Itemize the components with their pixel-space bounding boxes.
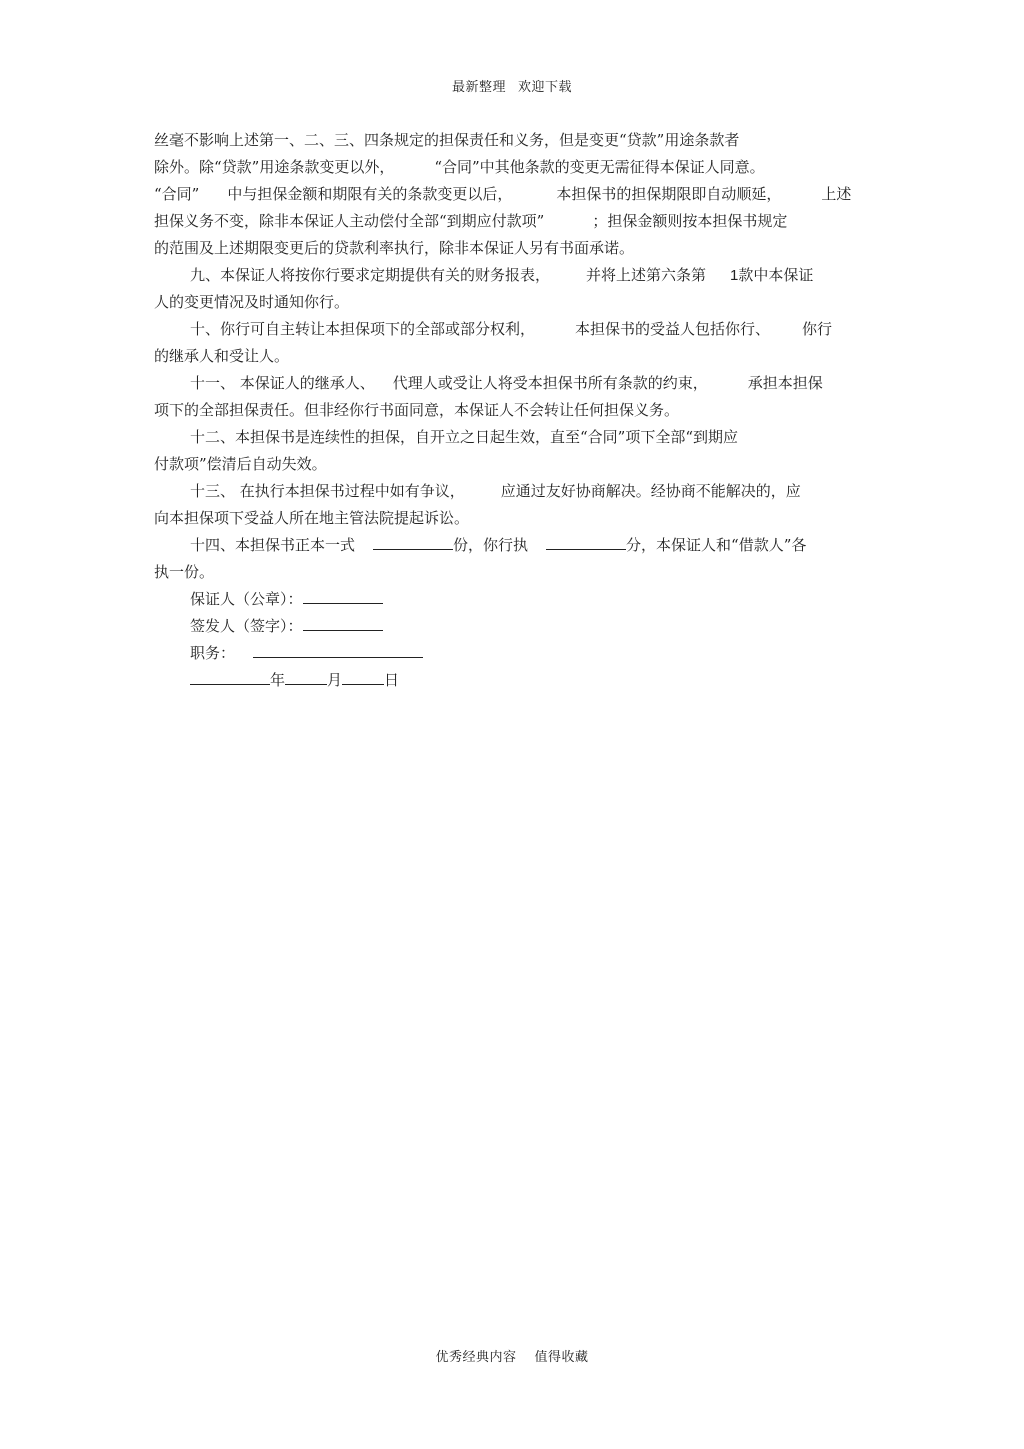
paragraph-line	[154, 289, 870, 316]
text-l13: 付款项”偿清后自动失效。	[154, 455, 327, 473]
day-label: 日	[384, 672, 400, 689]
page-header	[0, 76, 1024, 95]
text-l4b: ；担保金额则按本担保书规定	[592, 212, 788, 230]
paragraph-line	[154, 532, 870, 559]
year-label: 年	[270, 672, 286, 689]
position-blank[interactable]	[253, 640, 423, 658]
text-l10a: 十一、 本保证人的继承人、	[190, 374, 375, 392]
copies-total-blank[interactable]	[373, 532, 453, 550]
text-l2a: 除外。除“贷款”用途条款变更以外，	[154, 158, 395, 176]
text-l14b: 应通过友好协商解决。经协商不能解决的，应	[500, 482, 801, 500]
text-l3c: 本担保书的担保期限即自动顺延，	[556, 185, 782, 203]
paragraph-line	[154, 397, 870, 424]
footer-right-text: 值得收藏	[534, 1350, 589, 1365]
text-l15: 向本担保项下受益人所在地主管法院提起诉讼。	[154, 509, 470, 527]
paragraph-line	[154, 343, 870, 370]
paragraph-line	[154, 505, 870, 532]
text-l6d: 款中本保证	[738, 266, 814, 284]
date-line	[154, 667, 870, 694]
signer-line	[154, 613, 870, 640]
paragraph-line	[154, 181, 870, 208]
signer-label: 签发人（签字）：	[190, 618, 303, 635]
text-l10b: 代理人或受让人将受本担保书所有条款的约束，	[392, 374, 708, 392]
text-l8c: 你行	[802, 320, 833, 338]
text-l14a: 十三、 在执行本担保书过程中如有争议，	[190, 482, 465, 500]
text-l6a: 九、本保证人将按你行要求定期提供有关的财务报表，	[190, 266, 551, 284]
text-l17: 执一份。	[154, 563, 215, 581]
text-l7: 人的变更情况及时通知你行。	[154, 293, 350, 311]
signer-blank[interactable]	[303, 613, 383, 631]
text-l10c: 承担本担保	[747, 374, 823, 392]
copies-bank-blank[interactable]	[546, 532, 626, 550]
guarantor-seal-blank[interactable]	[303, 586, 383, 604]
text-l2b: “合同”中其他条款的变更无需征得本保证人同意。	[434, 158, 765, 176]
paragraph-line	[154, 208, 870, 235]
paragraph-line	[154, 127, 870, 154]
paragraph-line	[154, 262, 870, 289]
page-footer	[0, 1346, 1024, 1365]
text-l3a: “合同”	[154, 185, 200, 203]
text-l3b: 中与担保金额和期限有关的条款变更以后，	[227, 185, 513, 203]
position-label: 职务：	[190, 645, 236, 662]
text-l1: 丝毫不影响上述第一、二、三、四条规定的担保责任和义务，但是变更“贷款”用途条款者	[154, 131, 740, 149]
text-l16b: 份，你行执	[453, 536, 529, 554]
text-l11: 项下的全部担保责任。但非经你行书面同意，本保证人不会转让任何担保义务。	[154, 401, 680, 419]
text-l6b: 并将上述第六条第	[586, 266, 707, 284]
text-l16c: 分，本保证人和“借款人”各	[626, 536, 807, 554]
text-l3d: 上述	[821, 185, 852, 203]
paragraph-line	[154, 316, 870, 343]
text-l4a: 担保义务不变，除非本保证人主动偿付全部“到期应付款项”	[154, 212, 545, 230]
day-blank[interactable]	[342, 667, 384, 685]
text-l12: 十二、本担保书是连续性的担保，自开立之日起生效，直至“合同”项下全部“到期应	[190, 428, 739, 446]
text-l8b: 本担保书的受益人包括你行、	[575, 320, 771, 338]
header-right-text: 欢迎下载	[518, 80, 573, 95]
position-line	[154, 640, 870, 667]
guarantor-seal-line	[154, 586, 870, 613]
document-body	[154, 127, 870, 694]
month-blank[interactable]	[285, 667, 327, 685]
paragraph-line	[154, 559, 870, 586]
paragraph-line	[154, 424, 870, 451]
paragraph-line	[154, 154, 870, 181]
footer-left-text: 优秀经典内容	[435, 1350, 517, 1365]
text-l5: 的范围及上述期限变更后的贷款利率执行，除非本保证人另有书面承诺。	[154, 239, 635, 257]
text-l6c: 1	[730, 267, 739, 284]
paragraph-line	[154, 478, 870, 505]
year-blank[interactable]	[190, 667, 270, 685]
header-left-text: 最新整理	[451, 80, 506, 95]
guarantor-seal-label: 保证人（公章）：	[190, 591, 303, 608]
text-l8a: 十、你行可自主转让本担保项下的全部或部分权利，	[190, 320, 536, 338]
paragraph-line	[154, 451, 870, 478]
paragraph-line	[154, 235, 870, 262]
month-label: 月	[327, 672, 343, 689]
text-l9: 的继承人和受让人。	[154, 347, 290, 365]
text-l16a: 十四、本担保书正本一式	[190, 536, 356, 554]
paragraph-line	[154, 370, 870, 397]
